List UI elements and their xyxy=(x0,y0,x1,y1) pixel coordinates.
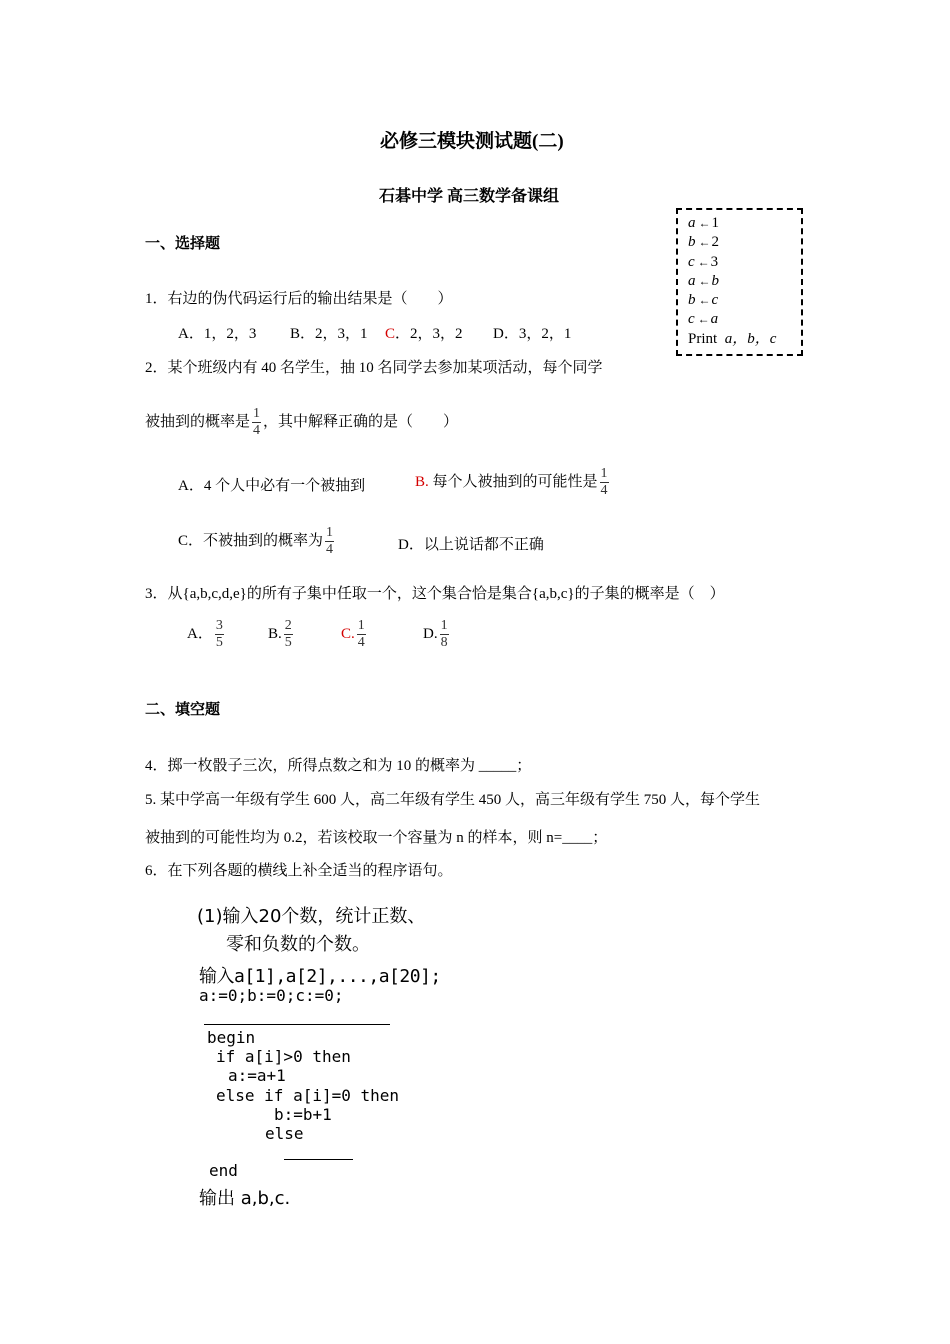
question-1-option-c: C．2，3，2 xyxy=(385,326,463,342)
page-subtitle: 石碁中学 高三数学备课组 xyxy=(379,188,560,205)
question-1-stem: 1．右边的伪代码运行后的输出结果是（ ） xyxy=(145,291,453,307)
program-heading-line1: (1)输入20个数，统计正数、 xyxy=(197,906,426,927)
section-fill-heading: 二、填空题 xyxy=(145,702,221,718)
code-line: a ← b xyxy=(688,272,719,289)
code-print-line: Print a，b，c xyxy=(688,330,777,347)
program-begin: begin xyxy=(207,1028,256,1047)
question-6: 6．在下列各题的横线上补全适当的程序语句。 xyxy=(145,863,453,879)
code-line: c ← a xyxy=(688,311,719,328)
fraction: $\frac{1}{4}$ xyxy=(253,406,261,438)
option-c-letter: C xyxy=(385,326,396,342)
program-output-line: 输出 a,b,c. xyxy=(199,1188,291,1209)
program-else: else xyxy=(265,1124,304,1143)
code-line: c ← 3 xyxy=(688,253,719,270)
question-5-line2: 被抽到的可能性均为 0.2，若该校取一个容量为 n 的样本，则 n=____； xyxy=(145,830,608,846)
question-2-stem-line1: 2．某个班级内有 40 名学生，抽 10 名同学去参加某项活动，每个同学 xyxy=(145,360,603,376)
question-2-option-a: A．4 个人中必有一个被抽到 xyxy=(178,478,366,494)
code-line: a ← 1 xyxy=(688,215,719,231)
question-2-option-d: D．以上说话都不正确 xyxy=(398,537,544,553)
blank-line xyxy=(204,1024,390,1025)
fraction: $\frac{1}{4}$ xyxy=(600,466,608,498)
program-if-line: if a[i]>0 then xyxy=(216,1047,351,1066)
question-1-option-b: B．2，3，1 xyxy=(290,326,368,342)
option-c-letter: C. xyxy=(341,625,355,642)
program-heading-line2: 零和负数的个数。 xyxy=(226,934,370,955)
section-choice-heading: 一、选择题 xyxy=(145,236,221,252)
program-elseif-line: else if a[i]=0 then xyxy=(216,1086,400,1105)
code-line: b ← c xyxy=(688,292,719,309)
program-a-increment: a:=a+1 xyxy=(228,1066,286,1085)
question-3-option-a: A． $\frac{3}{5}$ xyxy=(187,618,223,650)
program-input-line: 输入a[1],a[2],...,a[20]; xyxy=(199,966,441,987)
fraction: $\frac{1}{4}$ xyxy=(326,525,334,557)
program-b-increment: b:=b+1 xyxy=(274,1105,332,1124)
fraction: $\frac{3}{5}$ xyxy=(215,618,223,650)
question-2-stem-line2: 被抽到的概率是 $\frac{1}{4}$ ，其中解释正确的是（ ） xyxy=(145,406,459,438)
question-2-option-b: B. 每个人被抽到的可能性是 $\frac{1}{4}$ xyxy=(415,466,608,498)
question-3-option-d: D. $\frac{1}{8}$ xyxy=(423,618,448,650)
pseudocode-box xyxy=(676,208,803,356)
program-init-line: a:=0;b:=0;c:=0; xyxy=(199,986,344,1005)
option-b-letter: B. xyxy=(415,473,429,490)
question-3-option-c xyxy=(341,618,368,651)
blank-line xyxy=(284,1159,353,1160)
fraction: $\frac{2}{5}$ xyxy=(284,618,292,650)
question-3-stem: 3．从{a,b,c,d,e}的所有子集中任取一个，这个集合恰是集合{a,b,c}的子集的概率是（ ） xyxy=(145,586,725,602)
code-line: b ← 2 xyxy=(688,234,719,251)
question-5-line1: 5. 某中学高一年级有学生 600 人，高二年级有学生 450 人，高三年级有学生 750 人，每个学生 xyxy=(145,792,761,808)
question-1-option-a: A．1，2，3 xyxy=(178,326,257,342)
fraction: $\frac{1}{8}$ xyxy=(440,618,448,650)
fraction: $\frac{1}{4}$ xyxy=(357,618,365,650)
question-3-option-b: B. $\frac{2}{5}$ xyxy=(268,618,292,650)
program-end: end xyxy=(209,1161,238,1180)
question-1-option-d: D．3，2，1 xyxy=(493,326,572,342)
page-title: 必修三模块测试题(二) xyxy=(380,131,564,152)
question-4: 4．掷一枚骰子三次，所得点数之和为 10 的概率为 _____； xyxy=(145,758,532,774)
question-2-option-c: C．不被抽到的概率为 $\frac{1}{4}$ xyxy=(178,525,334,557)
